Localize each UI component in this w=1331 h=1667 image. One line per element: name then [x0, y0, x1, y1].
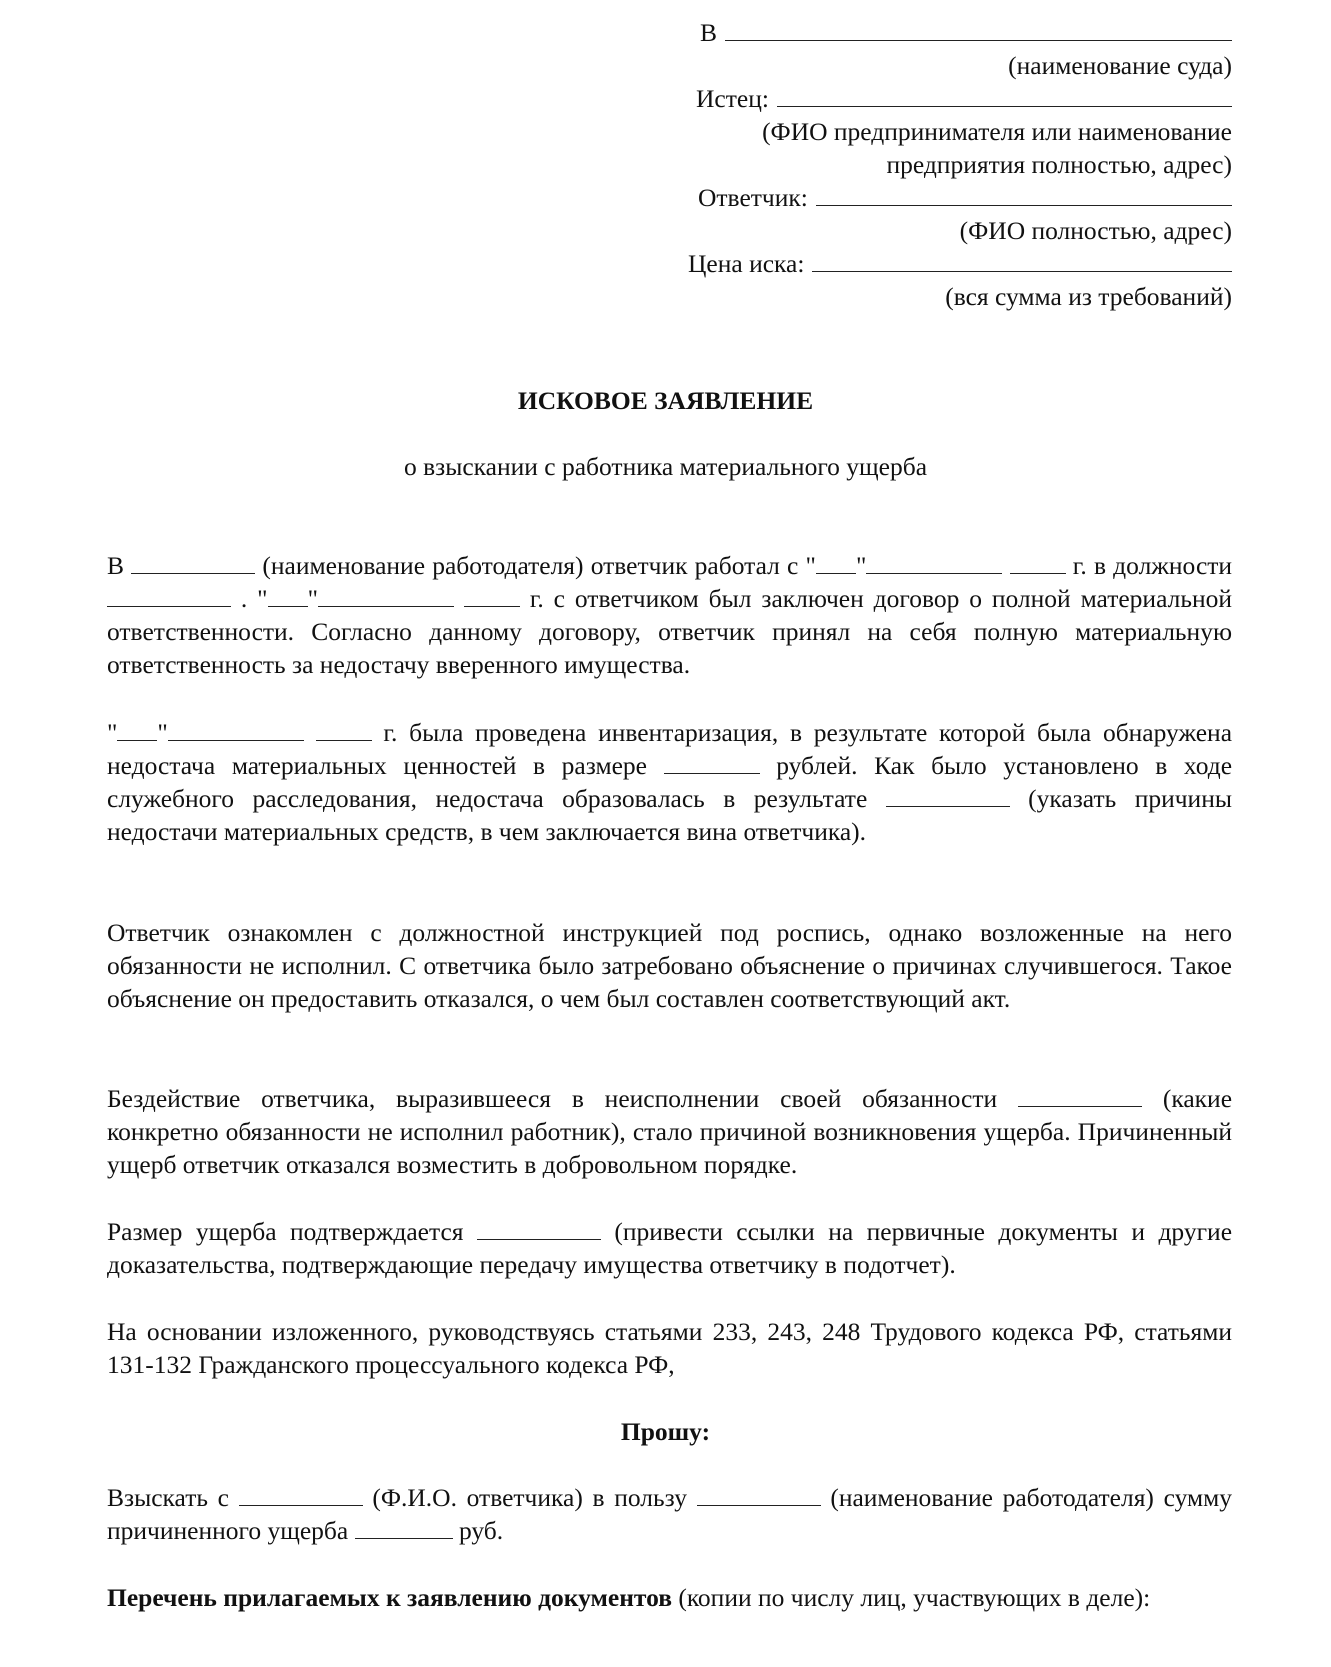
text: " — [855, 551, 867, 580]
inventory-year-blank[interactable] — [316, 718, 372, 741]
shortage-amount-blank[interactable] — [664, 751, 760, 774]
defendant-row — [686, 181, 1232, 214]
paragraph-instructions: Ответчик ознакомлен с должностной инструкцией под роспись, однако возложенные на него обязанности не исполнил. С ответчика было затребовано объяснение о причинах случившегося. Такое объяснение он предоставить отказался, о чем был составлен соответствующий акт. — [107, 918, 1232, 1013]
contract-month-blank[interactable] — [318, 584, 454, 607]
plaintiff-note-2: предприятия полностью, адрес) — [886, 150, 1232, 179]
position-blank[interactable] — [107, 584, 231, 607]
contract-year-blank[interactable] — [464, 584, 520, 607]
text: (Ф.И.О. ответчика) в пользу — [372, 1483, 687, 1512]
paragraph-request — [107, 1481, 1232, 1547]
court-label: В — [700, 18, 718, 47]
claim-price-note: (вся сумма из требований) — [945, 282, 1232, 311]
court-blank[interactable] — [725, 16, 1232, 41]
paragraph-evidence — [107, 1215, 1232, 1281]
plaintiff-row — [686, 82, 1232, 115]
text: Взыскать с — [107, 1483, 229, 1512]
defendant-label: Ответчик: — [698, 183, 808, 212]
plaintiff-label: Истец: — [696, 84, 769, 113]
claim-price-blank[interactable] — [812, 247, 1232, 272]
paragraph-inventory — [107, 716, 1232, 848]
defendant-note: (ФИО полностью, адрес) — [959, 216, 1232, 245]
employer-name-blank[interactable] — [697, 1483, 821, 1506]
text: руб. — [458, 1516, 504, 1545]
inventory-month-blank[interactable] — [168, 718, 304, 741]
employer-blank[interactable] — [131, 551, 255, 574]
defendant-blank[interactable] — [816, 181, 1232, 206]
document-title: ИСКОВОЕ ЗАЯВЛЕНИЕ — [517, 386, 814, 415]
text: (наименование работодателя) сумму причиненного ущерба — [107, 1483, 1233, 1545]
start-year-blank[interactable] — [1010, 551, 1066, 574]
text: г. в должности — [1072, 551, 1233, 580]
duty-blank[interactable] — [1018, 1084, 1142, 1107]
text: г. была проведена инвентаризация, в результате которой была обнаружена недостача материальных ценностей в размере — [107, 718, 1233, 780]
document-subtitle: о взыскании с работника материального ущерба — [403, 452, 928, 481]
text: (привести ссылки на первичные документы и другие доказательства, подтверждающие передачу имущества ответчику в подотчет). — [107, 1217, 1233, 1279]
court-row — [686, 16, 1232, 49]
paragraph-legal-basis: На основании изложенного, руководствуясь статьями 233, 243, 248 Трудового кодекса РФ, статьями 131-132 Гражданского процессуального кодекса РФ, — [107, 1317, 1232, 1379]
attachments-heading — [107, 1581, 1232, 1614]
text: (какие конкретно обязанности не исполнил работник), стало причиной возникновения ущерба. Причиненный ущерб ответчик отказался возместить в добровольном порядке. — [107, 1084, 1233, 1179]
start-day-blank[interactable] — [816, 551, 856, 574]
text: " — [157, 718, 168, 747]
defendant-name-blank[interactable] — [239, 1483, 363, 1506]
court-note: (наименование суда) — [1008, 51, 1232, 80]
text: В — [107, 551, 125, 580]
claim-price-row — [686, 247, 1232, 280]
attachments-title: Перечень прилагаемых к заявлению документов — [107, 1583, 672, 1612]
text: г. с ответчиком был заключен договор о полной материальной ответственности. Согласно данному договору, ответчик принял на себя полную материальную ответственность за недостачу вверенного имущества. — [107, 584, 1233, 679]
claim-price-label: Цена иска: — [688, 249, 805, 278]
request-heading: Прошу: — [620, 1417, 711, 1446]
attachments-note: (копии по числу лиц, участвующих в деле): — [678, 1583, 1151, 1612]
shortage-cause-blank[interactable] — [886, 784, 1010, 807]
damage-amount-blank[interactable] — [355, 1516, 453, 1539]
header-block — [686, 16, 1232, 313]
inventory-day-blank[interactable] — [117, 718, 157, 741]
paragraph-employment — [107, 549, 1232, 681]
text: " — [307, 584, 319, 613]
plaintiff-note-1: (ФИО предпринимателя или наименование — [762, 117, 1232, 146]
text: Бездействие ответчика, выразившееся в неисполнении своей обязанности — [107, 1084, 998, 1113]
evidence-blank[interactable] — [477, 1217, 601, 1240]
text: рублей. Как было установлено в ходе служебного расследования, недостача образовалась в результате — [107, 751, 1233, 813]
plaintiff-blank[interactable] — [777, 82, 1232, 107]
text: " — [107, 718, 118, 747]
text: Размер ущерба подтверждается — [107, 1217, 464, 1246]
contract-day-blank[interactable] — [268, 584, 308, 607]
text: (наименование работодателя) ответчик работал с " — [262, 551, 816, 580]
paragraph-inaction — [107, 1082, 1232, 1181]
text: (указать причины недостачи материальных средств, в чем заключается вина ответчика). — [107, 784, 1232, 846]
text: . " — [240, 584, 268, 613]
start-month-blank[interactable] — [866, 551, 1002, 574]
